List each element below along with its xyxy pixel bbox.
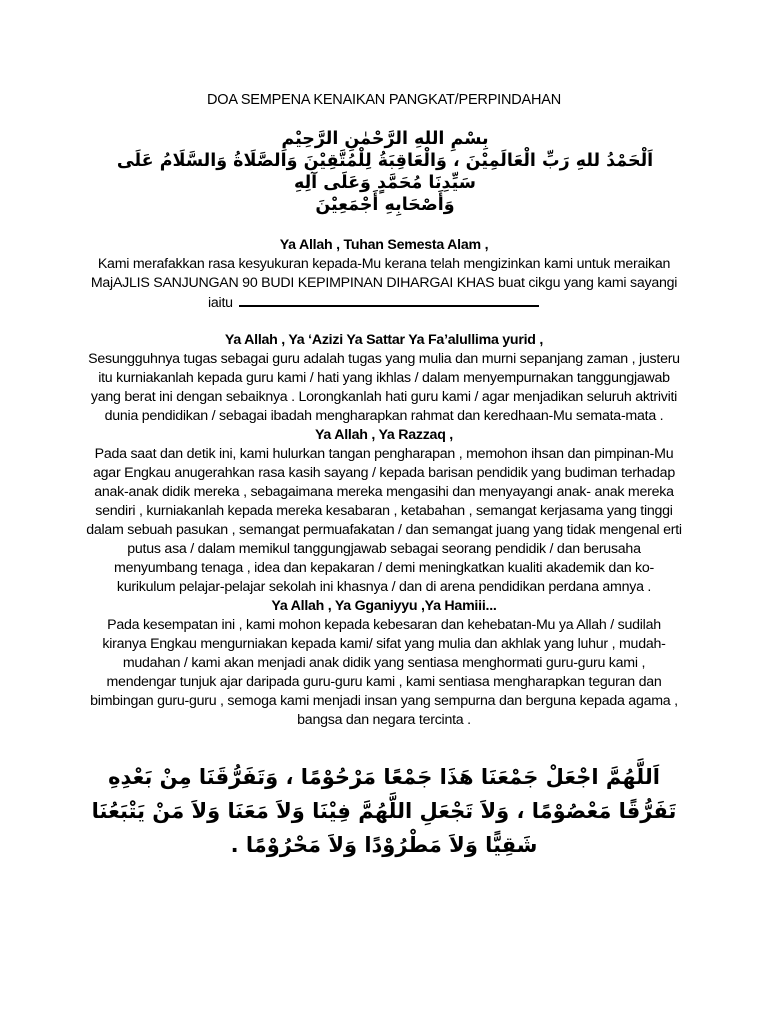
arabic-closing-line: شَقِيًّا وَلاَ مَطْرُوْدًا وَلاَ مَحْرُوْمًا .: [230, 833, 538, 857]
basmala: بِسْمِ اللهِ الرَّحْمٰنِ الرَّحِيْمِ: [281, 129, 489, 149]
iaitu-label: iaitu: [208, 295, 233, 311]
paragraph-line: putus asa / dalam memikul tanggungjawab sebagai seorang pendidik / dan berusaha: [127, 541, 641, 557]
section-tuhan-semesta-alam: [60, 236, 708, 313]
paragraph-line: mendengar tunjuk ajar daripada guru-guru kami , kami sentiasa mengharapkan teguran dan: [106, 674, 662, 690]
section-heading: Ya Allah , Ya Razzaq ,: [314, 427, 453, 443]
paragraph-line: Pada saat dan detik ini, kami hulurkan tangan pengharapan , memohon ihsan dan pimpinan-Mu: [94, 446, 674, 462]
paragraph-line: anak-anak didik mereka , sebagaimana mereka mengasihi dan menyayangi anak- anak mereka: [94, 484, 674, 500]
arabic-opening-line: وَأَصْحَابِهِ أَجْمَعِيْنَ: [315, 195, 455, 215]
paragraph-line: Kami merafakkan rasa kesyukuran kepada-Mu kerana telah mengizinkan kami untuk meraikan: [97, 256, 671, 272]
arabic-closing-line: اَللَّهُمَّ اجْعَلْ جَمْعَنَا هَذَا جَمْعًا مَرْحُوْمًا ، وَتَفَرُّقَنَا مِنْ بَعْدِهِ: [108, 765, 660, 789]
paragraph-line: dunia pendidikan / sebagai ibadah mengharapkan rahmat dan keredhaan-Mu semata-mata .: [104, 408, 664, 424]
arabic-opening: [100, 128, 670, 216]
paragraph-line: mudahan / kami akan menjadi anak didik yang sentiasa menghormati guru-guru kami ,: [122, 655, 646, 671]
section-ya-azizi: [60, 331, 708, 730]
document-title: DOA SEMPENA KENAIKAN PANGKAT/PERPINDAHAN: [206, 92, 562, 108]
paragraph-line: yang berat ini dengan sebaiknya . Lorongkanlah hati guru kami / agar menjadikan seluruh aktriviti: [90, 389, 678, 405]
paragraph-line: bimbingan guru-guru , semoga kami menjadi insan yang sempurna dan berguna kepada agama ,: [90, 693, 678, 709]
arabic-closing-line: تَفَرُّقًا مَعْصُوْمًا ، وَلاَ تَجْعَلِ اللَّهُمَّ فِيْنَا وَلاَ مَعَنَا وَلاَ مَنْ يَتْبَعُنَا: [91, 799, 677, 823]
fill-in-blank: [239, 293, 539, 307]
iaitu-line: [60, 293, 708, 313]
section-heading: Ya Allah , Tuhan Semesta Alam ,: [279, 237, 489, 253]
paragraph-line: dalam sebuah pasukan , semangat permuafakatan / dan semangat juang yang tidak mengenal erti: [86, 522, 682, 538]
paragraph-line: Pada kesempatan ini , kami mohon kepada kebesaran dan kehebatan-Mu ya Allah / sudilah: [107, 617, 661, 633]
paragraph-line: kiranya Engkau mengurniakan kepada kami/ sifat yang mulia dan akhlak yang luhur , mudah-: [102, 636, 666, 652]
section-heading: Ya Allah , Ya ‘Azizi Ya Sattar Ya Fa’alullima yurid ,: [224, 332, 544, 348]
paragraph-line: sendiri , kurniakanlah kepada mereka kesabaran , ketabahan , semangat kerjasama yang tinggi: [95, 503, 673, 519]
paragraph-line: Sesungguhnya tugas sebagai guru adalah tugas yang mulia dan murni sepanjang zaman , justeru: [88, 351, 680, 367]
paragraph-line: menyumbang tenaga , idea dan kepakaran / demi meningkatkan kualiti akademik dan ko-: [114, 560, 654, 576]
paragraph-line: kurikulum pelajar-pelajar sekolah ini khasnya / dan di arena pendidikan perdana amnya .: [116, 579, 652, 595]
paragraph-line: MajAJLIS SANJUNGAN 90 BUDI KEPIMPINAN DIHARGAI KHAS buat cikgu yang kami sayangi: [90, 275, 678, 291]
paragraph-line: agar Engkau anugerahkan rasa kasih sayang / kepada barisan pendidik yang budiman terhadap: [93, 465, 675, 481]
arabic-opening-line: اَلْحَمْدُ للهِ رَبِّ الْعَالَمِيْنَ ، وَالْعَاقِبَةُ لِلْمُتَّقِيْنَ وَالصَّلَاةُ وَالسَّلَامُ عَلَى: [116, 151, 654, 171]
paragraph-line: bangsa dan negara tercinta .: [297, 712, 471, 728]
paragraph-line: itu kurniakanlah kepada guru kami / hati yang ikhlas / dalam menyempurnakan tanggungjawab: [98, 370, 670, 386]
arabic-closing-doa: [60, 760, 708, 862]
section-heading: Ya Allah , Ya Gganiyyu ,Ya Hamiii...: [271, 598, 497, 614]
arabic-opening-line: سَيِّدِنَا مُحَمَّدٍ وَعَلَى آلِهِ: [293, 173, 477, 193]
